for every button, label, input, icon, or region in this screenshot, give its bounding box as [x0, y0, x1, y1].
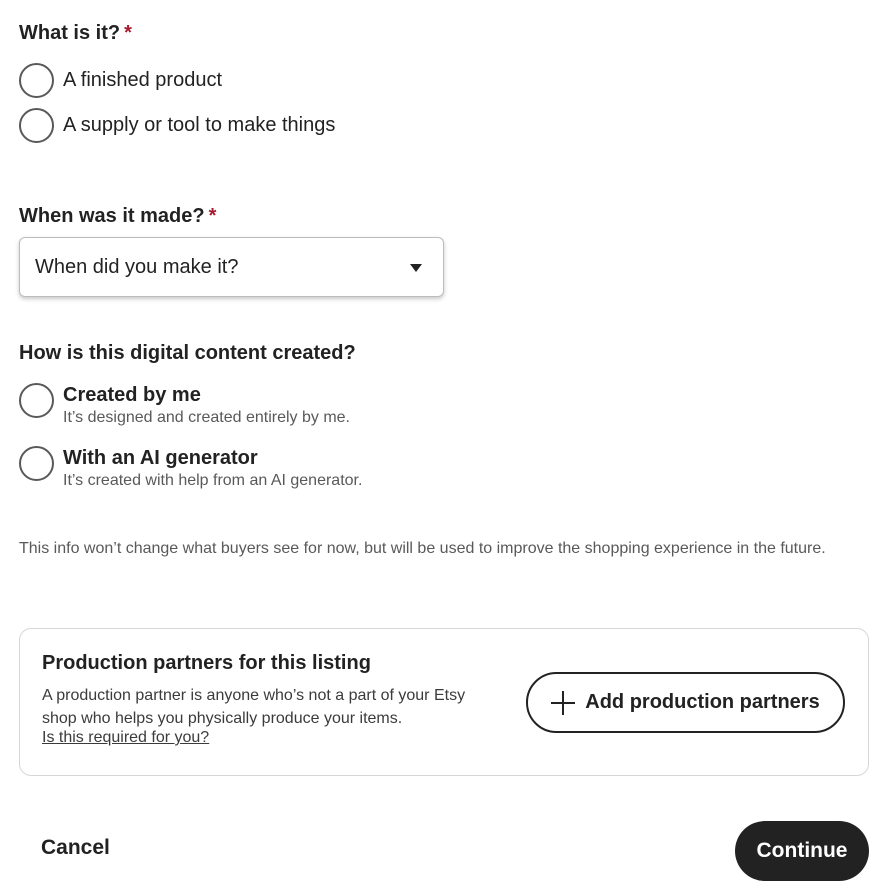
- required-star: *: [124, 22, 132, 44]
- when-made-select-value: When did you make it?: [35, 255, 239, 278]
- cancel-button[interactable]: Cancel: [41, 836, 110, 859]
- add-production-partners-button[interactable]: [526, 672, 845, 733]
- when-made-select[interactable]: [19, 237, 444, 297]
- when-made-label-text: When was it made?: [19, 205, 205, 227]
- info-note: This info won’t change what buyers see for now, but will be used to improve the shopping experience in the future.: [19, 540, 826, 557]
- production-partners-card: [19, 628, 869, 776]
- radio-label: Created by me: [63, 384, 201, 406]
- what-is-it-label: [19, 22, 132, 45]
- plus-icon: [551, 691, 575, 715]
- what-is-it-label-text: What is it?: [19, 22, 121, 44]
- required-star: *: [208, 205, 217, 227]
- radio-ai-generator[interactable]: [19, 446, 362, 491]
- radio-label: A supply or tool to make things: [63, 114, 336, 136]
- radio-circle[interactable]: [19, 63, 54, 98]
- radio-finished-product[interactable]: [19, 63, 222, 98]
- radio-text-group: [63, 446, 362, 491]
- radio-label: With an AI generator: [63, 447, 258, 469]
- radio-circle[interactable]: [19, 446, 54, 481]
- radio-circle[interactable]: [19, 383, 54, 418]
- caret-down-icon: [410, 264, 422, 272]
- when-made-label: [19, 205, 216, 228]
- radio-label: A finished product: [63, 69, 222, 91]
- radio-created-by-me[interactable]: [19, 383, 350, 428]
- production-partners-description: A production partner is anyone who’s not a part of your Etsy shop who helps you physically produce your items.: [42, 687, 466, 727]
- add-production-partners-label: Add production partners: [585, 691, 820, 713]
- production-partners-title: Production partners for this listing: [42, 652, 371, 674]
- radio-supply-or-tool[interactable]: [19, 108, 335, 143]
- radio-text-group: [63, 383, 350, 428]
- digital-content-label: How is this digital content created?: [19, 342, 356, 364]
- radio-description: It’s designed and created entirely by me.: [63, 409, 350, 426]
- radio-description: It’s created with help from an AI generator.: [63, 472, 363, 489]
- required-info-link[interactable]: Is this required for you?: [42, 729, 210, 746]
- continue-button[interactable]: Continue: [735, 821, 869, 881]
- radio-circle[interactable]: [19, 108, 54, 143]
